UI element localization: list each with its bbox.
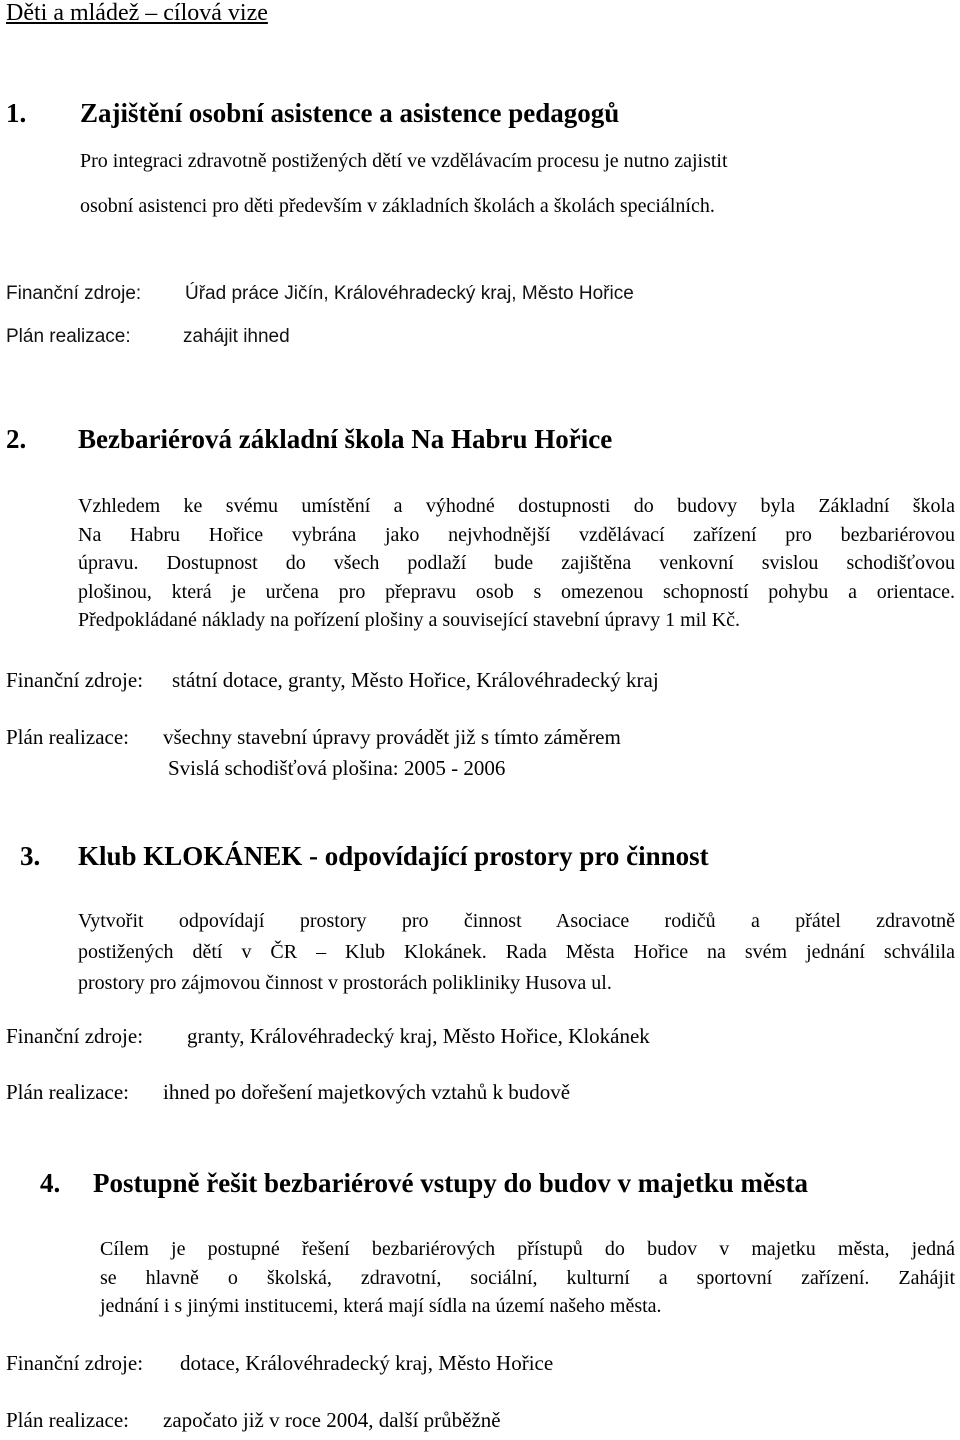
section-2-heading: Bezbariérová základní škola Na Habru Hořice [78, 424, 613, 454]
section-2-body-line-5: Předpokládané náklady na pořízení plošiny a související stavební úpravy 1 mil Kč. [78, 609, 741, 632]
section-1-funding-label: Finanční zdroje: [6, 283, 142, 304]
section-1-funding-value: Úřad práce Jičín, Královéhradecký kraj, Město Hořice [185, 283, 634, 304]
section-2-plan-value: všechny stavební úpravy provádět již s tímto záměrem [163, 725, 621, 749]
section-2-body-line-2: Na Habru Hořice vybrána jako nejvhodnější vzdělávací zařízení pro bezbariérovou [78, 523, 955, 546]
section-3-plan-label: Plán realizace: [6, 1080, 130, 1104]
section-2-plan-value-2: Svislá schodišťová plošina: 2005 - 2006 [168, 756, 506, 780]
section-3-funding-value: granty, Královéhradecký kraj, Město Hořice, Klokánek [187, 1024, 650, 1048]
section-4-plan-label: Plán realizace: [6, 1408, 130, 1432]
section-3-body-line-2: postižených dětí v ČR – Klub Klokánek. Rada Města Hořice na svém jednání schválila [78, 941, 955, 963]
section-3-number: 3. [20, 841, 41, 871]
section-1-body-line-1: Pro integraci zdravotně postižených dětí ve vzdělávacím procesu je nutno zajistit [80, 150, 728, 172]
section-2-body-line-1: Vzhledem ke svému umístění a výhodné dostupnosti do budovy byla Základní škola [78, 495, 955, 517]
section-2-funding-value: státní dotace, granty, Město Hořice, Královéhradecký kraj [172, 668, 659, 692]
section-1-plan-label: Plán realizace: [6, 326, 131, 347]
section-3-funding-label: Finanční zdroje: [6, 1024, 144, 1048]
section-3-plan-value: ihned po dořešení majetkových vztahů k budově [163, 1080, 571, 1104]
section-1-number: 1. [6, 98, 27, 128]
section-2-body [78, 492, 955, 635]
section-2-body-line-4: plošinou, která je určena pro přepravu osob s omezenou schopností pohybu a orientace. [78, 580, 955, 603]
section-4-funding-value: dotace, Královéhradecký kraj, Město Hořice [180, 1351, 554, 1375]
section-1-body-line-2: osobní asistenci pro děti především v základních školách a školách speciálních. [80, 195, 715, 217]
section-4-body [100, 1235, 955, 1321]
section-1-plan-value: zahájit ihned [183, 326, 290, 347]
section-2-plan-label: Plán realizace: [6, 725, 130, 749]
section-4-body-line-2: se hlavně o školská, zdravotní, sociální, kulturní a sportovní zařízení. Zahájit [100, 1266, 955, 1289]
section-3-body-line-1: Vytvořit odpovídají prostory pro činnost Asociace rodičů a přátel zdravotně [78, 910, 955, 932]
section-3-body [78, 906, 955, 999]
section-1-heading: Zajištění osobní asistence a asistence pedagogů [80, 98, 620, 128]
section-4-body-line-1: Cílem je postupné řešení bezbariérových přístupů do budov v majetku města, jedná [100, 1238, 955, 1260]
page-title: Děti a mládež – cílová vize [6, 0, 268, 26]
section-4-body-line-3: jednání i s jinými institucemi, která mají sídla na území našeho města. [100, 1295, 662, 1318]
section-2-number: 2. [6, 424, 27, 454]
section-2-body-line-3: úpravu. Dostupnost do všech podlaží bude zajištěna venkovní svislou schodišťovou [78, 552, 955, 575]
section-4-funding-label: Finanční zdroje: [6, 1351, 144, 1375]
section-4-number: 4. [40, 1168, 61, 1198]
section-2-funding-label: Finanční zdroje: [6, 668, 144, 692]
section-3-heading: Klub KLOKÁNEK - odpovídající prostory pro činnost [78, 841, 709, 871]
section-3-body-line-3: prostory pro zájmovou činnost v prostorách polikliniky Husova ul. [78, 972, 612, 994]
section-4-plan-value: započato již v roce 2004, další průběžně [163, 1408, 501, 1432]
section-4-heading: Postupně řešit bezbariérové vstupy do budov v majetku města [93, 1168, 808, 1198]
